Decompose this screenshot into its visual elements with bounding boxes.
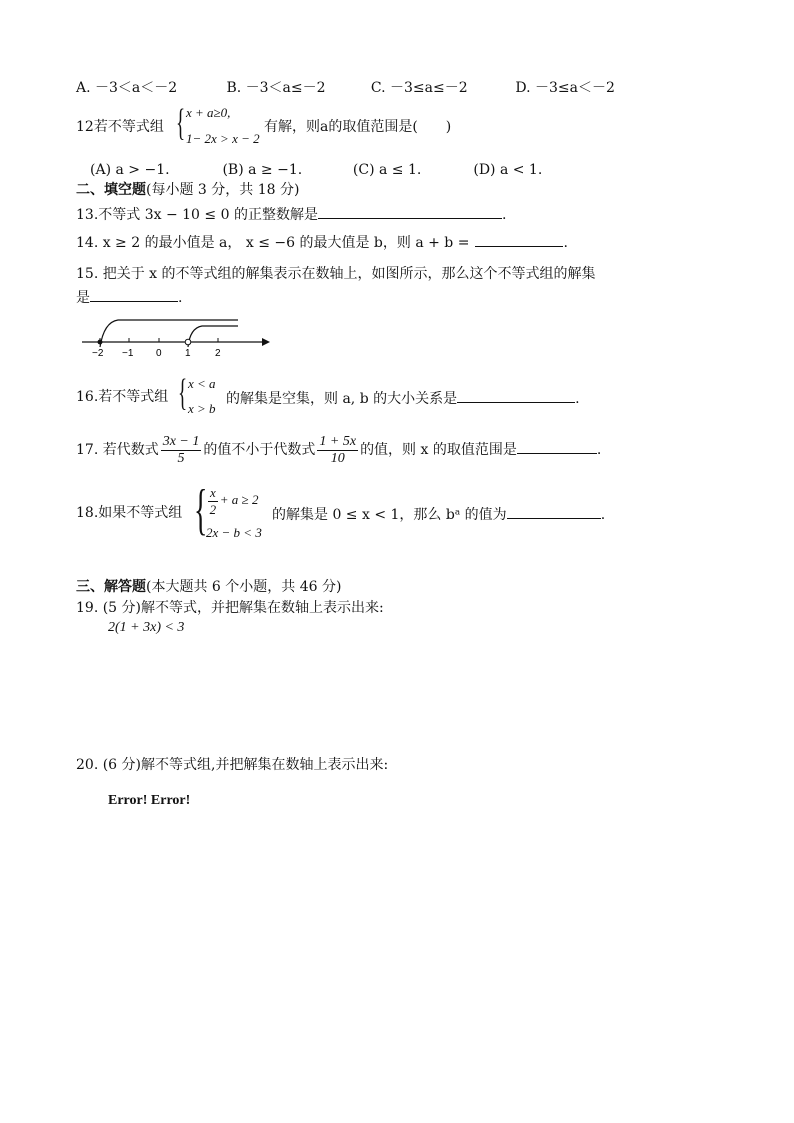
q15-end: . [178, 290, 183, 306]
section2-note: (每小题 3 分，共 18 分) [146, 182, 300, 198]
q18-end: . [600, 507, 606, 523]
q12-option-a: (A) a > −1. [90, 162, 170, 178]
section3-title: 三、解答题 [76, 579, 146, 595]
q16-answer-blank[interactable] [457, 388, 575, 403]
q17-fraction-1-den: 5 [177, 450, 185, 466]
q12-option-c: (C) a ≤ 1. [352, 162, 422, 178]
q17-fraction-2 [317, 434, 358, 467]
q17-mid: 的值不小于代数式 [203, 442, 316, 458]
q13 [76, 204, 506, 224]
q15-label-neg1: −1 [122, 348, 134, 359]
q12-options [90, 161, 542, 179]
q16-prefix: 16.若不等式组 [76, 389, 169, 405]
q18-line1-rest: + a ≥ 2 [219, 492, 259, 507]
q14-end: . [563, 235, 568, 251]
q14-answer-blank[interactable] [475, 232, 563, 247]
q14-text: 14. x ≥ 2 的最小值是 a， x ≤ −6 的最大值是 b，则 a + b = [76, 235, 470, 251]
q18-system-line2: 2x − b < 3 [206, 525, 262, 540]
q11-options [76, 79, 615, 97]
q16-end: . [575, 391, 580, 407]
q18-system-line1 [206, 484, 258, 518]
q17-fraction-1-num: 3x − 1 [162, 433, 200, 449]
q18-rest [272, 504, 605, 524]
q15-closed-point [98, 340, 103, 345]
q16-suffix: 的解集是空集，则 a, b 的大小关系是 [226, 391, 458, 407]
q12-option-b: (B) a ≥ −1. [222, 162, 303, 178]
q17-answer-blank[interactable] [517, 439, 597, 454]
q18-fraction-num: x [210, 484, 216, 500]
q15-line2-text: 是 [76, 290, 90, 306]
q16-rest [226, 388, 580, 408]
q20-error: Error! Error! [108, 793, 191, 808]
q15-open-point [185, 339, 191, 345]
q15-line1: 15. 把关于 x 的不等式组的解集表示在数轴上，如图所示，那么这个不等式组的解集 [76, 266, 596, 282]
q15-answer-blank[interactable] [90, 287, 178, 302]
q12-suffix: 有解，则a的取值范围是( ) [264, 119, 452, 135]
q18-suffix: 的解集是 0 ≤ x < 1，那么 bᵃ 的值为 [272, 507, 507, 523]
q18-fraction [208, 485, 218, 518]
q19-expression: 2(1 + 3x) < 3 [108, 620, 185, 635]
q18-brace: { [194, 479, 208, 541]
q15-label-neg2: −2 [92, 348, 104, 359]
q15-label-2: 2 [215, 348, 221, 359]
section2-heading [76, 181, 299, 199]
q15-range-upper [100, 320, 238, 347]
q20-text: 20. (6 分)解不等式组,并把解集在数轴上表示出来: [76, 757, 389, 773]
q18-answer-blank[interactable] [507, 504, 601, 519]
section3-heading [76, 578, 341, 596]
q13-answer-blank[interactable] [318, 204, 502, 219]
q12-system-line2: 1− 2x > x − 2 [186, 131, 260, 146]
q12-prefix: 12若不等式组 [76, 119, 164, 135]
q11-option-d: D. －3≤a＜－2 [515, 80, 615, 96]
q15-line2 [76, 287, 182, 307]
q16-system-line2: x > b [188, 401, 216, 416]
q15-label-1: 1 [185, 348, 191, 359]
q17-fraction-2-num: 1 + 5x [319, 433, 357, 449]
q15-axis-arrow [262, 338, 270, 346]
q11-option-c: C. －3≤a≤－2 [370, 80, 468, 96]
q12-option-d: (D) a < 1. [473, 162, 543, 178]
q19-text: 19. (5 分)解不等式，并把解集在数轴上表示出来: [76, 600, 384, 616]
q16-brace: { [178, 372, 188, 414]
q15-number-line [78, 314, 278, 360]
q17-suffix: 的值，则 x 的取值范围是 [360, 442, 517, 458]
q12-brace: { [176, 102, 186, 144]
q15-label-0: 0 [156, 348, 162, 359]
q11-option-a: A. －3＜a＜－2 [76, 80, 178, 96]
section3-note: (本大题共 6 个小题，共 46 分) [146, 579, 342, 595]
q16-system-line1: x < a [188, 376, 216, 391]
q17-fraction-1 [161, 434, 202, 467]
q13-text: 13.不等式 3x − 10 ≤ 0 的正整数解是 [76, 207, 318, 223]
section2-title: 二、填空题 [76, 182, 146, 198]
q14 [76, 232, 568, 252]
q17 [76, 432, 601, 468]
q11-option-b: B. －3＜a≤－2 [226, 80, 326, 96]
q15-range-lower [188, 326, 238, 347]
q18-prefix: 18.如果不等式组 [76, 505, 183, 521]
q18-fraction-den: 2 [209, 501, 217, 517]
q12-system-line1: x + a≥0, [186, 105, 231, 120]
q13-end: . [501, 207, 507, 223]
q17-prefix: 17. 若代数式 [76, 442, 159, 458]
q17-end: . [596, 442, 602, 458]
q17-fraction-2-den: 10 [330, 450, 345, 466]
